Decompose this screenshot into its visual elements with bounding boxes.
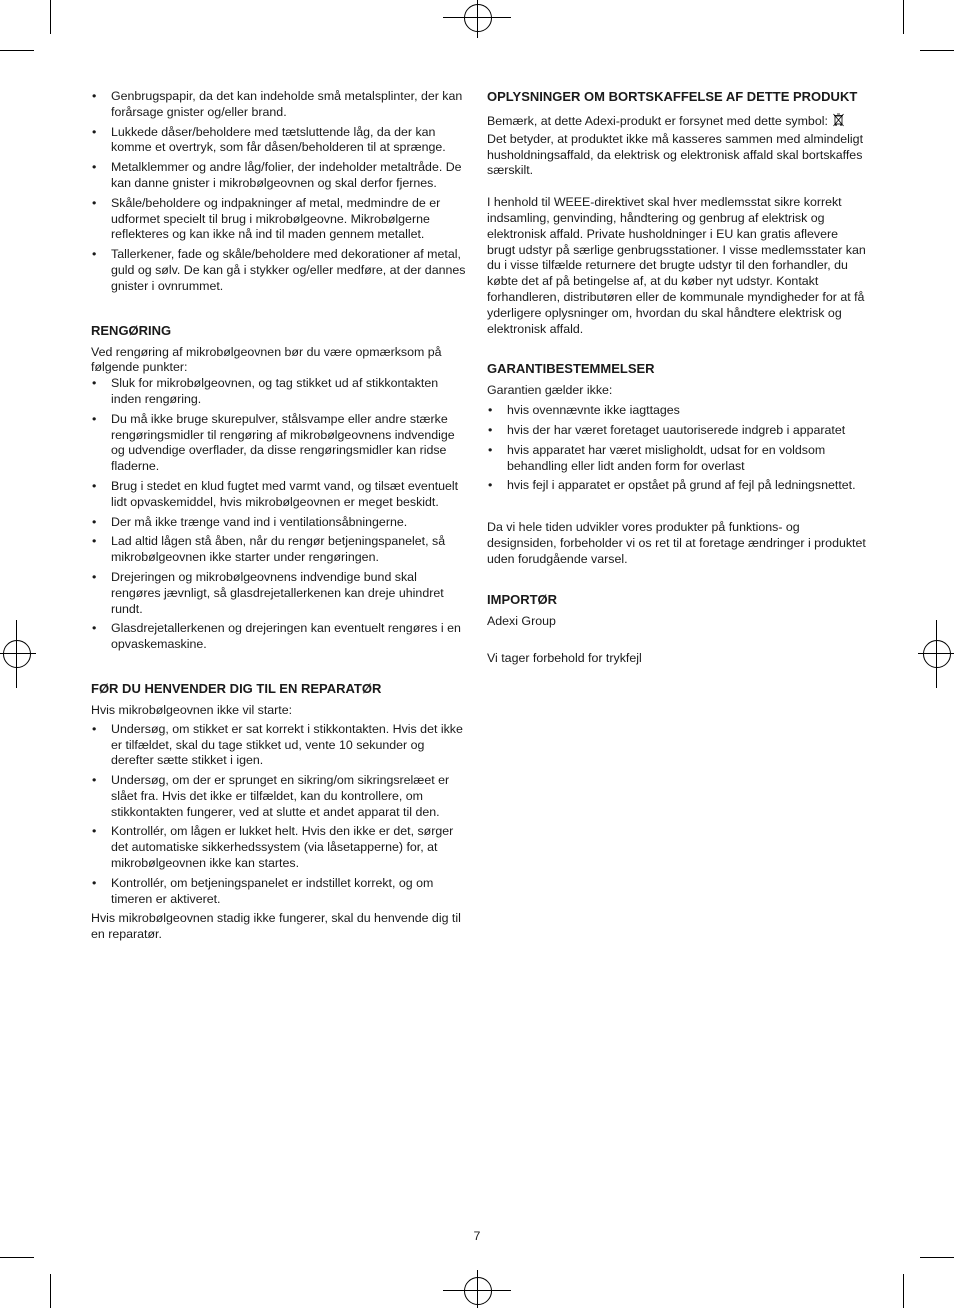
list-item: • Brug i stedet en klud fugtet med varmt vand, og tilsæt eventuelt lidt opvaskemiddel, hvis mikrobølgeovnen er meget beskidt. (91, 479, 469, 511)
disposal-symbol-line (487, 113, 867, 132)
crop-mark (903, 1274, 904, 1308)
disposal-text: Det betyder, at produktet ikke må kasseres sammen med almindeligt husholdningsaffald, da elektrisk og elektronisk affald skal bortskaffes særskilt. (487, 131, 864, 178)
warranty-note: Da vi hele tiden udvikler vores produkter på funktions- og designsiden, forbeholder vi os ret til at foretage ændringer i produktet uden forudgående varsel. (487, 520, 866, 566)
print-disclaimer: Vi tager forbehold for trykfejl (487, 651, 642, 666)
list-item: • Undersøg, om der er sprunget en sikring/om sikringsrelæet er slået fra. Hvis det ikke er tilfældet, kan du kontrollere, om stikkontakten fungerer, ved at slutte et andet apparat til den. (91, 773, 469, 820)
section-intro: Garantien gælder ikke: (487, 383, 613, 398)
section-outro: Hvis mikrobølgeovnen stadig ikke fungerer, skal du henvende dig til en reparatør. (91, 911, 461, 942)
repair-section (91, 681, 469, 943)
list-item: • Lad altid lågen stå åben, når du rengør betjeningspanelet, så mikrobølgeovnen ikke starter under rengøringen. (91, 534, 469, 566)
list-item: • Genbrugspapir, da det kan indeholde små metalsplinter, der kan forårsage gnister og/eller brand. (91, 89, 469, 121)
list-item: • Du må ikke bruge skurepulver, stålsvampe eller andre stærke rengøringsmidler til rengøring af mikrobølgeovnens indvendige og udvendige overflader, da disse rengøringsmidler kan ridse fladerne. (91, 412, 469, 475)
list-item: • Glasdrejetallerkenen og drejeringen kan eventuelt rengøres i en opvaskemaskine. (91, 621, 469, 653)
section-heading: GARANTIBESTEMMELSER (487, 361, 655, 377)
list-item: • Lukkede dåser/beholdere med tætsluttende låg, da der kan komme et overtryk, som får dåsen/beholderen til at sprænge. (91, 125, 469, 157)
list-item: • hvis apparatet har været misligholdt, udsat for en voldsom behandling eller lidt anden form for overlast (487, 443, 867, 475)
left-column (91, 89, 469, 943)
section-intro: Hvis mikrobølgeovnen ikke vil starte: (91, 702, 293, 717)
section-heading: FØR DU HENVENDER DIG TIL EN REPARATØR (91, 680, 382, 696)
section-intro: Ved rengøring af mikrobølgeovnen bør du være opmærksom på følgende punkter: (91, 344, 442, 375)
crop-mark (0, 50, 34, 51)
list-item: • hvis fejl i apparatet er opstået på grund af fejl på ledningsnettet. (487, 478, 867, 494)
section-heading: IMPORTØR (487, 591, 558, 607)
crop-mark (0, 1257, 34, 1258)
crop-mark (920, 1257, 954, 1258)
cleaning-list (91, 376, 469, 653)
list-item: • Kontrollér, om betjeningspanelet er indstillet korrekt, og om timeren er aktiveret. (91, 876, 469, 908)
crop-mark (920, 50, 954, 51)
section-heading: RENGØRING (91, 322, 172, 338)
crossed-out-wheelie-bin-icon (833, 113, 844, 132)
list-item: • hvis der har været foretaget uautoriserede indgreb i apparatet (487, 423, 867, 439)
disposal-line-text: Bemærk, at dette Adexi-produkt er forsynet med dette symbol: (487, 114, 828, 128)
list-item: • Der må ikke trænge vand ind i ventilationsåbningerne. (91, 515, 469, 531)
importer-name: Adexi Group (487, 613, 556, 628)
list-item: • Undersøg, om stikket er sat korrekt i stikkontakten. Hvis det ikke er tilfældet, skal du tage stikket ud, vente 10 sekunder og derefter sætte stikket i igen. (91, 722, 469, 769)
repair-list (91, 722, 469, 908)
metal-items-list (91, 89, 469, 295)
page-number: 7 (473, 1229, 481, 1243)
warranty-list (487, 403, 867, 494)
importer-section (487, 592, 867, 668)
list-item: • Skåle/beholdere og indpakninger af metal, medmindre de er udformet specielt til brug i mikrobølgeovne. Mikrobølgerne reflekteres og kan ikke nå ind til maden gennem metallet. (91, 196, 469, 243)
list-item: • Sluk for mikrobølgeovnen, og tag stikket ud af stikkontakten inden rengøring. (91, 376, 469, 408)
list-item: • Tallerkener, fade og skåle/beholdere med dekorationer af metal, guld og sølv. De kan gå i stykker og/eller medføre, at der dannes gnister i ovnrummet. (91, 247, 469, 294)
crop-mark (903, 0, 904, 34)
right-column (487, 89, 867, 667)
list-item: • Metalklemmer og andre låg/folier, der indeholder metaltråde. De kan danne gnister i mikrobølgeovnen og skal derfor fjernes. (91, 160, 469, 192)
list-item: • hvis ovennævnte ikke iagttages (487, 403, 867, 419)
disposal-section (487, 89, 867, 337)
weee-text: I henhold til WEEE-direktivet skal hver medlemsstat sikre korrekt indsamling, genvinding, håndtering og genbrug af elektrisk og elektronisk affald. Private husholdninger i EU kan gratis aflevere brugt udstyr på særlige genbrugsstationer. I visse medlemsstater kan du i visse tilfælde returnere det brugte udstyr til den forhandler, du købte det af på betingelse af, at du køber nyt udstyr. Kontakt forhandleren, distributøren eller de kommunale myndigheder for at få yderligere oplysninger om, hvordan du skal håndtere elektrisk og elektronisk affald. (487, 195, 866, 336)
cleaning-section (91, 323, 469, 653)
warranty-section (487, 361, 867, 567)
list-item: • Kontrollér, om lågen er lukket helt. Hvis den ikke er det, sørger det automatiske sikkerhedssystem (via låsetapperne) for, at mikrobølgeovnen ikke kan startes. (91, 824, 469, 871)
crop-mark (50, 0, 51, 34)
section-heading: OPLYSNINGER OM BORTSKAFFELSE AF DETTE PRODUKT (487, 89, 858, 104)
list-item: • Drejeringen og mikrobølgeovnens indvendige bund skal rengøres jævnligt, så glasdrejetallerkenen kan dreje uhindret rundt. (91, 570, 469, 617)
crop-mark (50, 1274, 51, 1308)
